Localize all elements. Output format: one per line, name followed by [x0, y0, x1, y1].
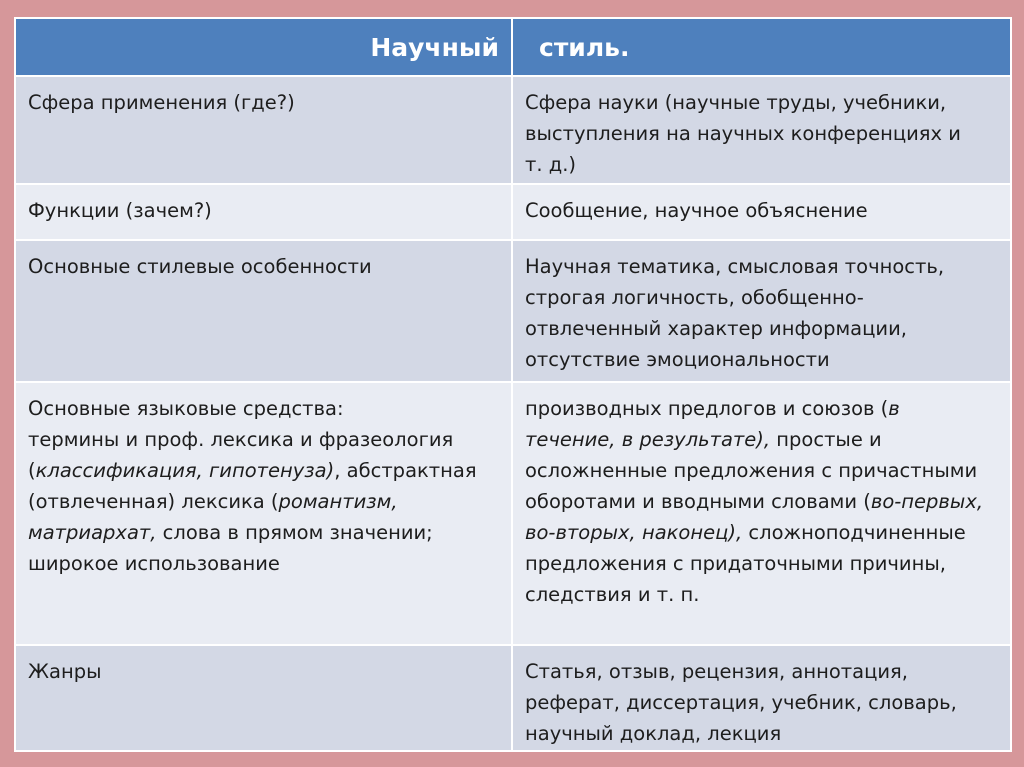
language-means-example-2: романтизм, матриархат,: [28, 490, 398, 544]
row-label-functions: Функции (зачем?): [15, 184, 512, 240]
scientific-style-table: [14, 17, 1012, 752]
table-row: [15, 184, 1011, 240]
row-value-features: Научная тематика, смысловая точность, строгая логичность, обобщенно-отвлеченный характер информации, отсутствие эмоциональности: [512, 240, 1011, 382]
row-value-genres: Статья, отзыв, рецензия, аннотация, реферат, диссертация, учебник, словарь, научный доклад, лекция: [512, 645, 1011, 751]
row-value-sphere: Сфера науки (научные труды, учебники, выступления на научных конференциях и т. д.): [512, 76, 1011, 184]
table-row: [15, 76, 1011, 184]
row-label-sphere: Сфера применения (где?): [15, 76, 512, 184]
header-left-cell: Научный: [15, 18, 512, 76]
language-means-example-1: классификация, гипотенуза): [35, 459, 335, 482]
table-row: [15, 382, 1011, 645]
table-header-row: [15, 18, 1011, 76]
language-means-value-example-1: в течение, в результате),: [525, 397, 900, 451]
row-label-language-means: [15, 382, 512, 645]
table-row: [15, 240, 1011, 382]
language-means-value-text-2: простые и осложненные предложения с причастными оборотами и вводными словами (: [525, 428, 978, 513]
language-means-text-4: слова в прямом значении; широкое использование: [28, 521, 433, 575]
row-label-features: Основные стилевые особенности: [15, 240, 512, 382]
language-means-text-3: , абстрактная (отвлеченная) лексика (: [28, 459, 477, 513]
language-means-value-text-1: производных предлогов и союзов (: [525, 397, 889, 420]
language-means-text-1: Основные языковые средства:: [28, 397, 344, 420]
language-means-text-2: термины и проф. лексика и фразеология (: [28, 428, 454, 482]
table-row: [15, 645, 1011, 751]
header-right-cell: стиль.: [512, 18, 1011, 76]
row-value-language-means: [512, 382, 1011, 645]
language-means-value-example-2: во-первых, во-вторых, наконец),: [525, 490, 984, 544]
row-value-functions: Сообщение, научное объяснение: [512, 184, 1011, 240]
language-means-value-text-3: сложноподчиненные предложения с придаточными причины, следствия и т. п.: [525, 521, 966, 606]
row-label-genres: Жанры: [15, 645, 512, 751]
